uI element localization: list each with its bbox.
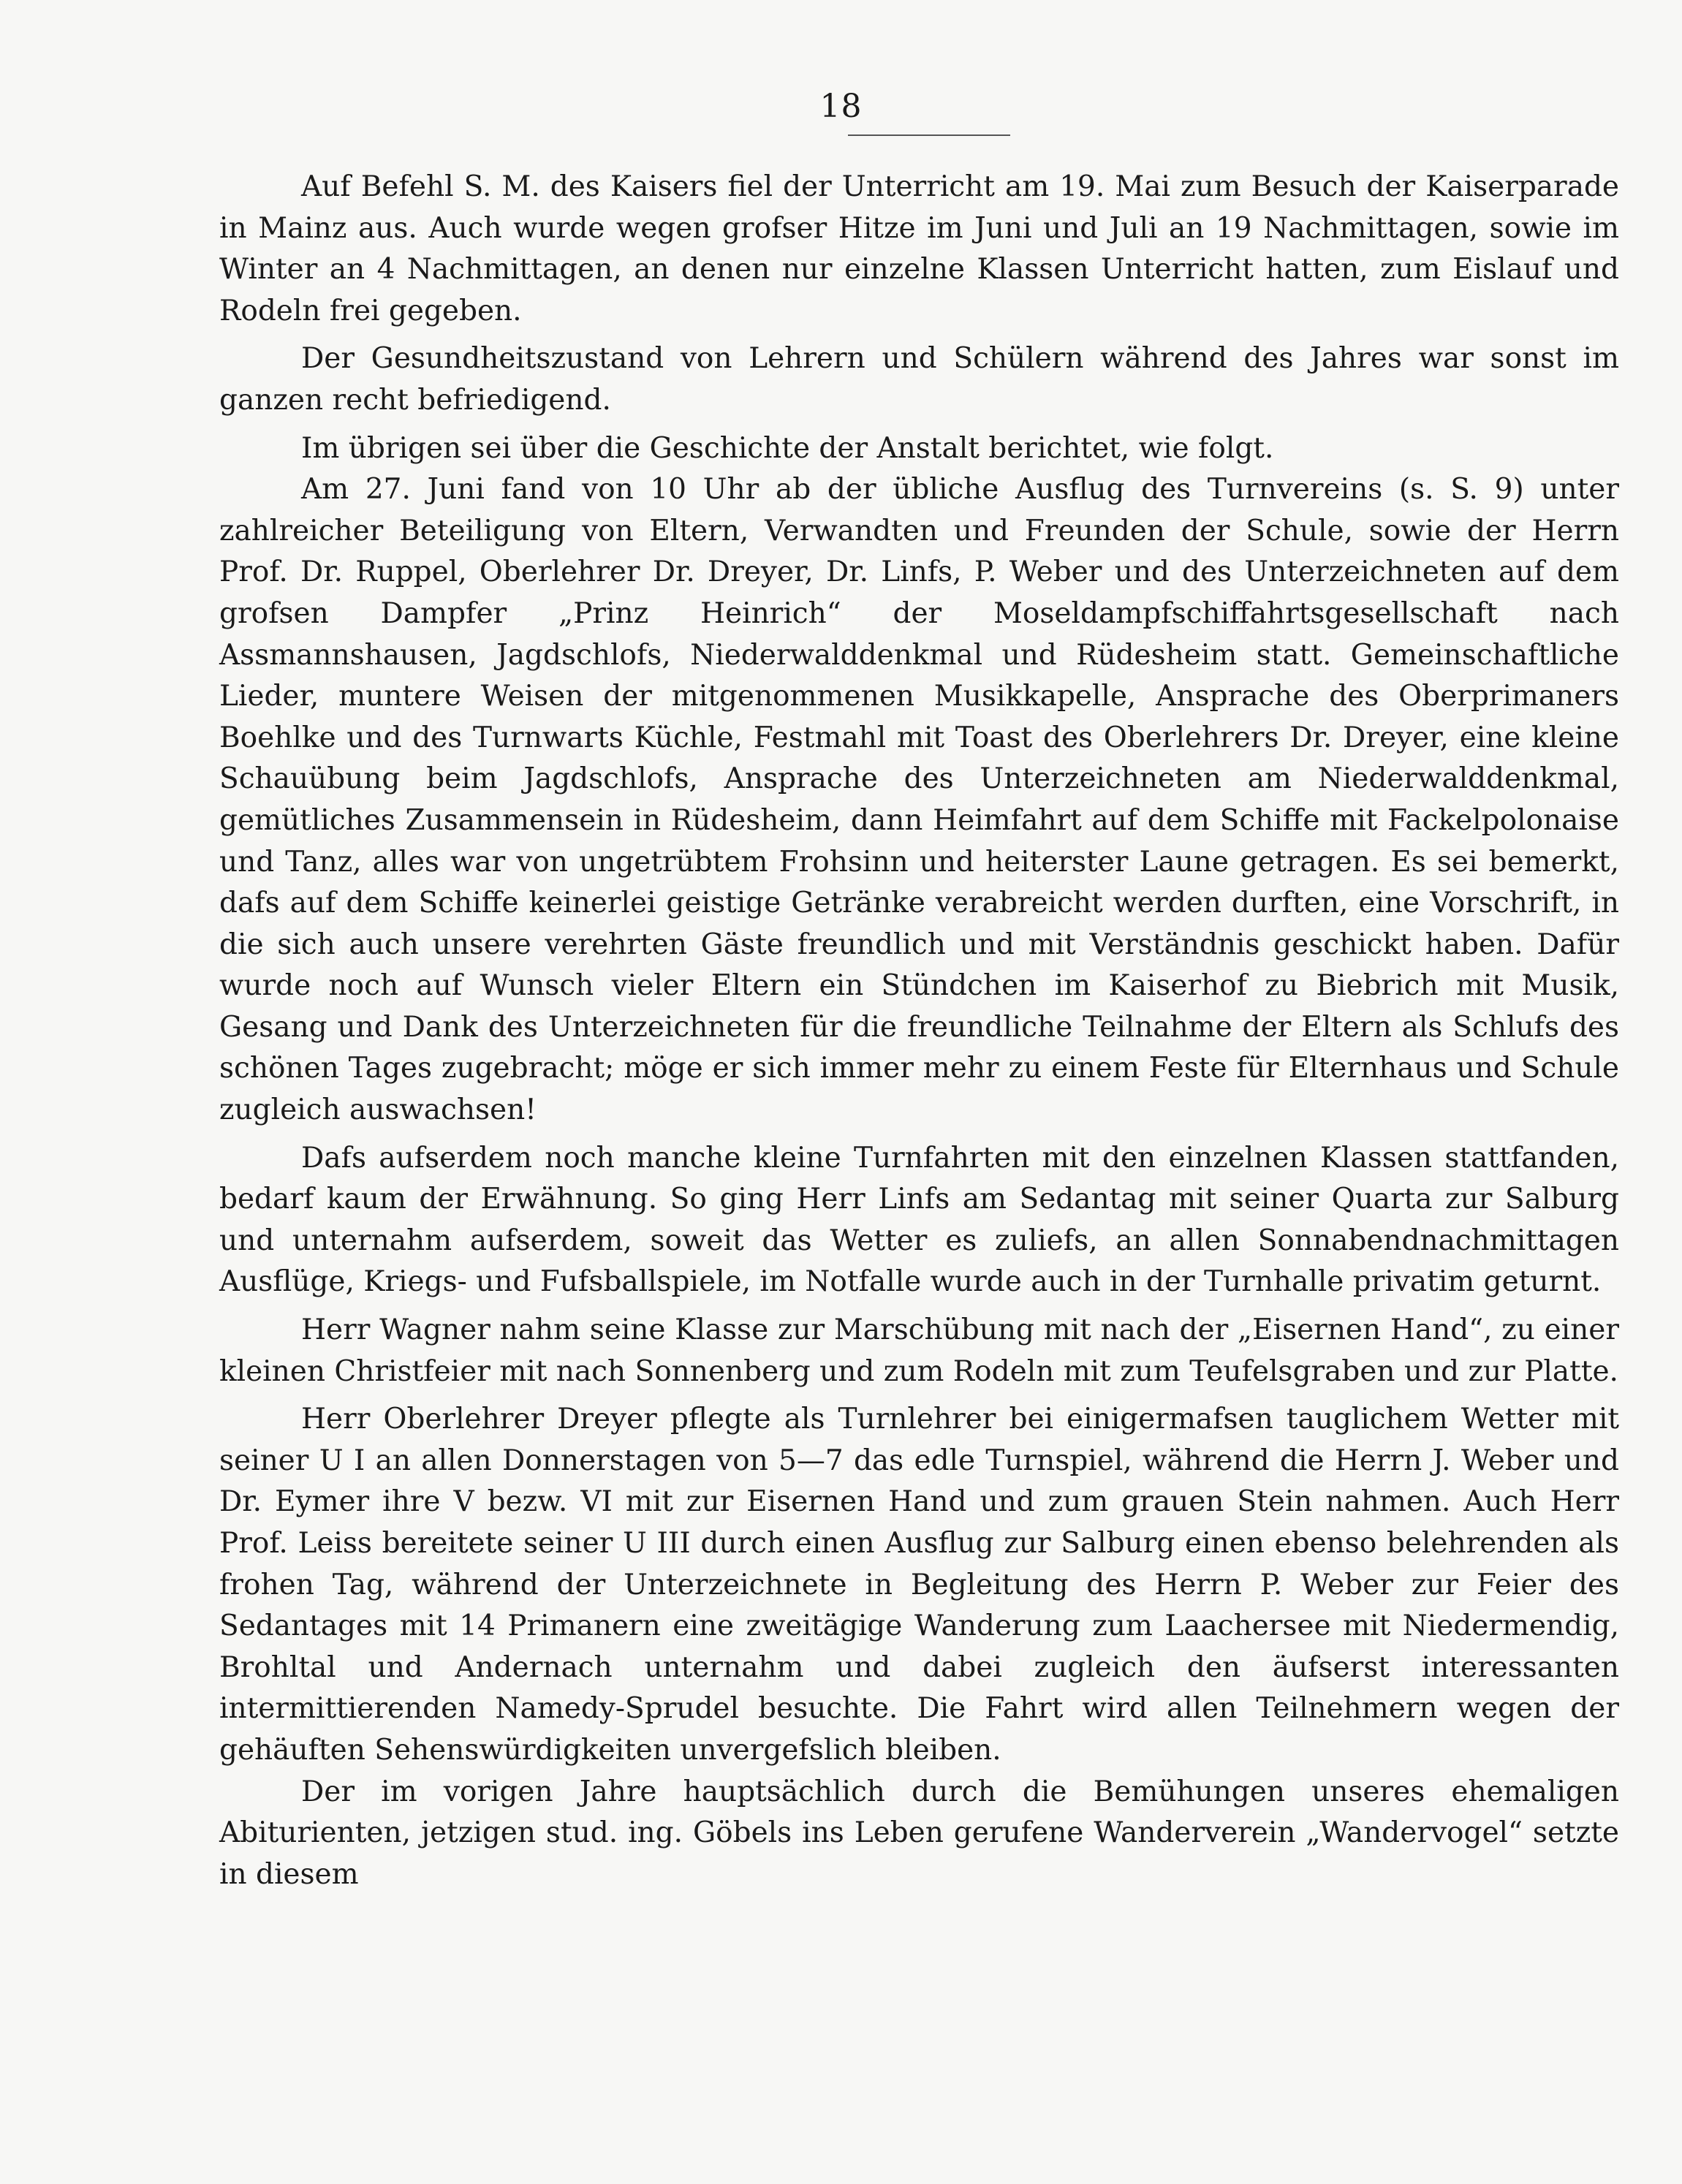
body-text (219, 167, 1619, 1902)
paragraph-gesundheitszustand: Der Gesundheitszustand von Lehrern und Schülern während des Jahres war sonst im ganzen recht befriedigend. (219, 342, 1619, 417)
paragraph-kaiserparade: Auf Befehl S. M. des Kaisers fiel der Unterricht am 19. Mai zum Besuch der Kaiserparade in Mainz aus. Auch wurde wegen grofser Hitze im Juni und Juli an 19 Nachmittagen, sowie im Winter an 4 Nachmittagen, an denen nur einzelne Klassen Unterricht hatten, zum Eislauf und Rodeln frei gegeben. (219, 170, 1619, 327)
paragraph-turnfahrten: Dafs aufserdem noch manche kleine Turnfahrten mit den einzelnen Klassen stattfanden, bedarf kaum der Erwähnung. So ging Herr Linfs am Sedantag mit seiner Quarta zur Salburg und unternahm aufserdem, soweit das Wetter es zuliefs, an allen Sonnabendnachmittagen Ausflüge, Kriegs- und Fufsballspiele, im Notfalle wurde auch in der Turnhalle privatim geturnt. (219, 1141, 1619, 1299)
page-number: 18 (819, 88, 863, 125)
paragraph-turnspiel: Herr Oberlehrer Dreyer pflegte als Turnlehrer bei einigermafsen tauglichem Wetter mit seiner U I an allen Donnerstagen von 5—7 das edle Turnspiel, während die Herrn J. Weber und Dr. Eymer ihre V bezw. VI mit zur Eisernen Hand und zum grauen Stein nahmen. Auch Herr Prof. Leiss bereitete seiner U III durch einen Ausflug zur Salburg einen ebenso belehrenden als frohen Tag, während der Unterzeichnete in Begleitung des Herrn P. Weber zur Feier des Sedantages mit 14 Primanern eine zweitägige Wanderung zum Laachersee mit Niedermendig, Brohltal und Andernach unternahm und dabei zugleich den äufserst interessanten intermittierenden Namedy-Sprudel besuchte. Die Fahrt wird allen Teilnehmern wegen der gehäuften Sehenswürdigkeiten unvergefslich bleiben. (219, 1403, 1619, 1767)
paragraph-ausflug-turnverein: Am 27. Juni fand von 10 Uhr ab der übliche Ausflug des Turnvereins (s. S. 9) unter zahlreicher Beteiligung von Eltern, Verwandten und Freunden der Schule, sowie der Herrn Prof. Dr. Ruppel, Oberlehrer Dr. Dreyer, Dr. Linfs, P. Weber und des Unterzeichneten auf dem grofsen Dampfer „Prinz Heinrich“ der Moseldampfschiffahrtsgesellschaft nach Assmannshausen, Jagdschlofs, Niederwalddenkmal und Rüdesheim statt. Gemeinschaftliche Lieder, muntere Weisen der mitgenommenen Musikkapelle, Ansprache des Oberprimaners Boehlke und des Turnwarts Küchle, Festmahl mit Toast des Oberlehrers Dr. Dreyer, eine kleine Schauübung beim Jagdschlofs, Ansprache des Unterzeichneten am Niederwalddenkmal, gemütliches Zusammensein in Rüdesheim, dann Heimfahrt auf dem Schiffe mit Fackelpolonaise und Tanz, alles war von ungetrübtem Frohsinn und heiterster Laune getragen. Es sei bemerkt, dafs auf dem Schiffe keinerlei geistige Getränke verabreicht werden durften, eine Vorschrift, in die sich auch unsere verehrten Gäste freundlich und mit Verständnis geschickt haben. Dafür wurde noch auf Wunsch vieler Eltern ein Stündchen im Kaiserhof zu Biebrich mit Musik, Gesang und Dank des Unterzeichneten für die freundliche Teilnahme der Eltern als Schlufs des schönen Tages zugebracht; möge er sich immer mehr zu einem Feste für Elternhaus und Schule zugleich auswachsen! (219, 473, 1619, 1127)
paragraph-geschichte-intro: Im übrigen sei über die Geschichte der Anstalt berichtet, wie folgt. (301, 431, 1274, 465)
paragraph-marschuebung: Herr Wagner nahm seine Klasse zur Marschübung mit nach der „Eisernen Hand“, zu einer kleinen Christfeier mit nach Sonnenberg und zum Rodeln mit zum Teufelsgraben und zur Platte. (219, 1313, 1619, 1388)
paragraph-wandervogel: Der im vorigen Jahre hauptsächlich durch die Bemühungen unseres ehemaligen Abiturienten, jetzigen stud. ing. Göbels ins Leben gerufene Wanderverein „Wandervogel“ setzte in diesem (219, 1775, 1619, 1891)
header-rule (848, 134, 1010, 136)
